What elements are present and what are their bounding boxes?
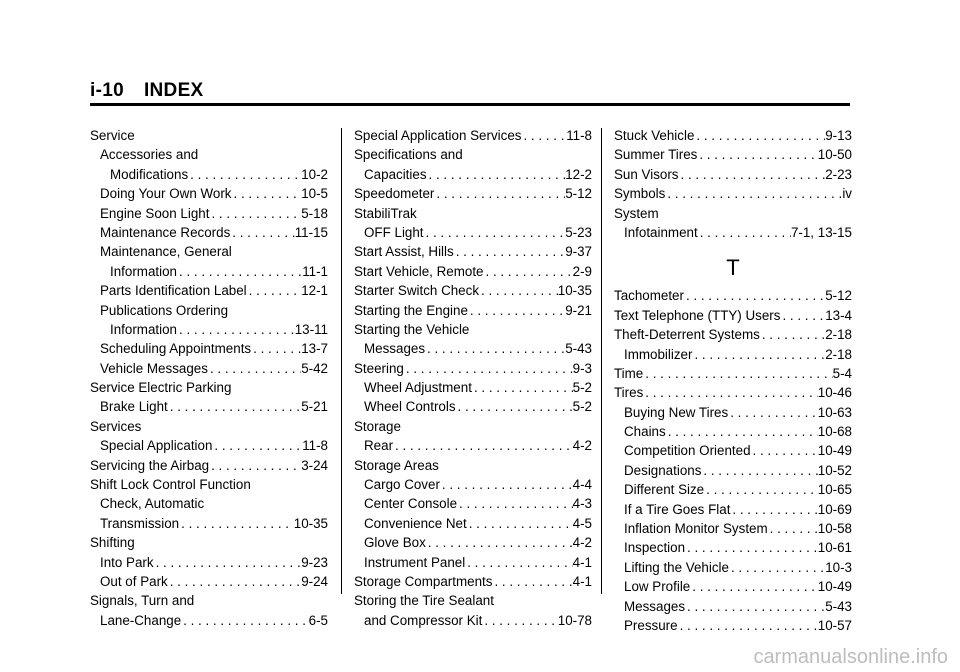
- index-entry: [354, 535, 592, 554]
- index-term: Stuck Vehicle: [614, 128, 695, 143]
- index-page-ref: 10-68: [817, 424, 852, 440]
- index-entry: [354, 303, 592, 322]
- index-term: Vehicle Messages: [100, 360, 208, 376]
- column-divider: [601, 128, 602, 594]
- index-entry: [90, 516, 328, 535]
- index-page-ref: 7-1, 13-15: [790, 224, 852, 240]
- index-entry: [354, 206, 592, 225]
- index-term: Chains: [624, 424, 666, 440]
- index-entry: [354, 244, 592, 263]
- index-entry: [90, 496, 328, 515]
- dot-leader: [694, 128, 825, 143]
- index-entry: [90, 186, 328, 205]
- index-term: Storage Areas: [354, 457, 439, 473]
- dot-leader: [685, 540, 818, 555]
- index-term: Glove Box: [364, 535, 426, 551]
- index-page-ref: 13-4: [825, 307, 852, 323]
- index-term: Wheel Controls: [364, 399, 456, 415]
- dot-leader: [168, 574, 301, 589]
- index-entry: [90, 458, 328, 477]
- index-term: Designations: [624, 462, 702, 478]
- index-term: Starting the Vehicle: [354, 321, 470, 337]
- index-page-ref: 10-63: [817, 404, 852, 420]
- index-column-2: [354, 128, 592, 632]
- index-term: Signals, Turn and: [90, 593, 195, 609]
- index-term: Service: [90, 128, 135, 143]
- index-entry: [90, 147, 328, 166]
- dot-leader: [456, 399, 573, 414]
- index-page-ref: 4-5: [572, 515, 592, 531]
- index-term: Immobilizer: [624, 346, 693, 362]
- dot-leader: [440, 477, 573, 492]
- index-entry: [90, 438, 328, 457]
- dot-leader: [643, 366, 832, 381]
- section-title: INDEX: [143, 80, 204, 101]
- index-term: Special Application: [100, 438, 213, 454]
- dot-leader: [247, 283, 302, 298]
- index-term: Messages: [364, 341, 426, 357]
- dot-leader: [177, 322, 295, 337]
- index-entry: [354, 380, 592, 399]
- index-term: Service Electric Parking: [90, 380, 232, 396]
- dot-leader: [479, 283, 558, 298]
- index-entry: [90, 283, 328, 302]
- index-term: Low Profile: [624, 579, 691, 595]
- index-term: Information: [110, 321, 177, 337]
- index-page-ref: 9-3: [572, 360, 592, 376]
- index-column-3: [614, 128, 852, 637]
- index-term: Different Size: [624, 482, 705, 498]
- dot-leader: [426, 535, 573, 550]
- dot-leader: [188, 167, 301, 182]
- index-page-ref: 5-12: [825, 288, 852, 304]
- index-entry: [90, 341, 328, 360]
- index-entry: [354, 147, 592, 166]
- index-page-ref: 5-2: [572, 399, 592, 415]
- index-term: Starter Switch Check: [354, 283, 480, 299]
- index-term: Information: [110, 263, 177, 279]
- dot-leader: [404, 361, 573, 376]
- index-page-ref: 9-24: [301, 573, 328, 589]
- index-page-ref: 10-61: [817, 540, 852, 556]
- index-page-ref: 4-2: [572, 438, 592, 454]
- index-page-ref: 11-8: [302, 438, 328, 454]
- dot-leader: [472, 380, 573, 395]
- dot-leader: [209, 458, 301, 473]
- index-entry: [614, 540, 852, 559]
- dot-leader: [728, 405, 818, 420]
- dot-leader: [730, 502, 817, 517]
- index-entry: [354, 496, 592, 515]
- dot-leader: [692, 347, 825, 362]
- index-term: Out of Park: [100, 573, 168, 589]
- index-page-ref: 13-11: [294, 321, 328, 337]
- index-entry: [90, 399, 328, 418]
- dot-leader: [454, 244, 565, 259]
- index-entry: [90, 167, 328, 186]
- dot-leader: [521, 128, 566, 143]
- index-page-ref: 9-37: [565, 244, 592, 260]
- index-entry: [354, 419, 592, 438]
- index-term: Services: [90, 418, 142, 434]
- column-divider: [341, 128, 342, 594]
- index-entry: [614, 385, 852, 404]
- index-page-ref: 2-18: [825, 346, 852, 362]
- index-term: Check, Automatic: [100, 496, 205, 512]
- index-page-ref: 13-7: [301, 341, 328, 357]
- index-entry: [90, 244, 328, 263]
- index-term: Storage: [354, 418, 401, 434]
- index-term: Brake Light: [100, 399, 168, 415]
- dot-leader: [780, 308, 825, 323]
- index-entry: [90, 574, 328, 593]
- index-entry: [90, 128, 328, 147]
- dot-leader: [684, 288, 825, 303]
- index-term: Pressure: [624, 617, 678, 633]
- index-entry: [614, 327, 852, 346]
- index-term: Symbols: [614, 186, 666, 202]
- dot-leader: [393, 438, 573, 453]
- dot-leader: [665, 186, 842, 201]
- index-term: Capacities: [364, 166, 427, 182]
- index-term: Maintenance, General: [100, 244, 232, 260]
- dot-leader: [482, 613, 557, 628]
- index-entry: [354, 283, 592, 302]
- index-term: Start Vehicle, Remote: [354, 263, 484, 279]
- index-page-ref: 10-35: [293, 515, 328, 531]
- index-term: Parts Identification Label: [100, 283, 247, 299]
- index-entry: [90, 477, 328, 496]
- index-entry: [354, 167, 592, 186]
- index-term: Buying New Tires: [624, 404, 729, 420]
- index-entry: [614, 424, 852, 443]
- dot-leader: [154, 555, 302, 570]
- index-term: Lane-Change: [100, 612, 182, 628]
- index-term: Theft-Deterrent Systems: [614, 327, 760, 343]
- index-term: Into Park: [100, 554, 154, 570]
- index-page-ref: 9-23: [301, 554, 328, 570]
- index-entry: [614, 206, 852, 225]
- index-page-ref: 10-65: [817, 482, 852, 498]
- index-page-ref: 10-57: [817, 617, 852, 633]
- index-entry: [614, 579, 852, 598]
- index-term: Summer Tires: [614, 147, 698, 163]
- index-term: Specifications and: [354, 147, 463, 163]
- index-term: Servicing the Airbag: [90, 457, 210, 473]
- dot-leader: [230, 225, 294, 240]
- index-term: Shift Lock Control Function: [90, 477, 251, 493]
- dot-leader: [457, 496, 573, 511]
- index-entry: [90, 206, 328, 225]
- index-term: Rear: [364, 438, 394, 454]
- dot-leader: [685, 599, 825, 614]
- index-entry: [614, 366, 852, 385]
- index-term: Steering: [354, 360, 404, 376]
- index-term: Accessories and: [100, 147, 199, 163]
- dot-leader: [251, 341, 301, 356]
- index-term: Competition Oriented: [624, 443, 751, 459]
- index-page-ref: 10-52: [817, 462, 852, 478]
- index-term: Instrument Panel: [364, 554, 466, 570]
- dot-leader: [729, 560, 825, 575]
- index-page-ref: 10-78: [557, 612, 592, 628]
- index-page-ref: 10-49: [817, 579, 852, 595]
- index-page-ref: iv: [842, 186, 852, 202]
- index-entry: [354, 613, 592, 632]
- index-page-ref: 4-1: [572, 554, 592, 570]
- dot-leader: [427, 167, 566, 182]
- dot-leader: [425, 341, 565, 356]
- dot-leader: [768, 521, 818, 536]
- index-page-ref: 10-46: [817, 385, 852, 401]
- dot-leader: [492, 574, 572, 589]
- index-entry: [614, 186, 852, 205]
- index-page-ref: 11-15: [294, 224, 328, 240]
- index-term: Lifting the Vehicle: [624, 559, 729, 575]
- index-entry: [614, 128, 852, 147]
- index-entry: [354, 225, 592, 244]
- index-entry: [614, 502, 852, 521]
- index-page-ref: 10-5: [301, 186, 328, 202]
- index-entry: [354, 574, 592, 593]
- dot-leader: [760, 327, 825, 342]
- dot-leader: [666, 424, 818, 439]
- index-page-ref: 5-42: [301, 360, 328, 376]
- index-term: Text Telephone (TTY) Users: [614, 307, 781, 323]
- index-term: Doing Your Own Work: [100, 186, 232, 202]
- index-page-ref: 5-23: [565, 224, 592, 240]
- index-entry: [90, 322, 328, 341]
- index-term: Storing the Tire Sealant: [354, 593, 494, 609]
- index-page-ref: 10-49: [817, 443, 852, 459]
- index-entry: [354, 516, 592, 535]
- dot-leader: [484, 264, 573, 279]
- index-term: Speedometer: [354, 186, 435, 202]
- index-page-ref: 10-69: [817, 501, 852, 517]
- index-term: Transmission: [100, 515, 180, 531]
- index-page-ref: 12-1: [301, 283, 328, 299]
- index-page-ref: 9-21: [565, 302, 592, 318]
- index-entry: [614, 405, 852, 424]
- index-term: Time: [614, 365, 644, 381]
- index-term: Sun Visors: [614, 166, 679, 182]
- index-entry: [614, 443, 852, 462]
- dot-leader: [678, 618, 818, 633]
- index-page-ref: 4-4: [572, 477, 592, 493]
- index-entry: [614, 225, 852, 244]
- index-entry: [354, 322, 592, 341]
- index-page-ref: 2-18: [825, 327, 852, 343]
- dot-leader: [434, 186, 565, 201]
- index-entry: [354, 399, 592, 418]
- index-term: OFF Light: [364, 224, 424, 240]
- dot-leader: [208, 361, 301, 376]
- dot-leader: [181, 613, 308, 628]
- index-term: Tires: [614, 385, 644, 401]
- index-column-1: [90, 128, 328, 632]
- index-term: Starting the Engine: [354, 302, 468, 318]
- index-entry: [90, 419, 328, 438]
- index-term: StabiliTrak: [354, 205, 417, 221]
- index-term: Messages: [624, 598, 686, 614]
- index-entry: [354, 593, 592, 612]
- index-page-ref: 5-4: [832, 365, 852, 381]
- index-page-ref: 3-24: [301, 457, 328, 473]
- dot-leader: [212, 438, 302, 453]
- watermark: carmanualsonline.info: [753, 646, 948, 668]
- index-page-ref: 5-12: [565, 186, 592, 202]
- dot-leader: [467, 516, 573, 531]
- index-entry: [354, 264, 592, 283]
- index-entry: [354, 458, 592, 477]
- index-page-ref: 5-43: [825, 598, 852, 614]
- dot-leader: [168, 399, 301, 414]
- index-entry: [614, 308, 852, 327]
- index-term: Special Application Services: [354, 128, 522, 143]
- index-entry: [614, 560, 852, 579]
- section-letter: T: [726, 255, 740, 281]
- index-entry: [614, 599, 852, 618]
- dot-leader: [690, 579, 818, 594]
- dot-leader: [468, 303, 565, 318]
- index-page-ref: 4-2: [572, 535, 592, 551]
- dot-leader: [424, 225, 566, 240]
- index-entry: [354, 477, 592, 496]
- dot-leader: [704, 482, 818, 497]
- index-entry: [90, 535, 328, 554]
- index-entry: [614, 288, 852, 307]
- index-page-ref: 5-2: [572, 380, 592, 396]
- index-entry: [90, 225, 328, 244]
- index-entry: [90, 593, 328, 612]
- dot-leader: [465, 555, 572, 570]
- index-entry: [614, 347, 852, 366]
- index-term: Cargo Cover: [364, 477, 440, 493]
- index-page-ref: 4-1: [572, 573, 592, 589]
- dot-leader: [697, 147, 817, 162]
- index-term: Publications Ordering: [100, 302, 229, 318]
- index-page-ref: 9-13: [825, 128, 852, 143]
- index-term: Infotainment: [624, 224, 698, 240]
- index-term: System: [614, 205, 659, 221]
- index-page-ref: 12-2: [565, 166, 592, 182]
- index-term: Shifting: [90, 535, 135, 551]
- index-term: Inflation Monitor System: [624, 521, 768, 537]
- index-page-ref: 4-3: [572, 496, 592, 512]
- index-term: Convenience Net: [364, 515, 467, 531]
- index-entry: [354, 555, 592, 574]
- index-page-ref: 10-58: [817, 521, 852, 537]
- index-entry: [614, 463, 852, 482]
- index-page-ref: 5-18: [301, 205, 328, 221]
- index-page-ref: 6-5: [308, 612, 328, 628]
- index-page-ref: 2-23: [825, 166, 852, 182]
- index-term: Modifications: [110, 166, 189, 182]
- index-page-ref: 5-21: [301, 399, 328, 415]
- index-page-ref: 2-9: [572, 263, 592, 279]
- page-header-title: [90, 80, 204, 101]
- page-number: i-10: [90, 80, 124, 101]
- index-page-ref: 10-3: [825, 559, 852, 575]
- dot-leader: [701, 463, 817, 478]
- index-term: and Compressor Kit: [364, 612, 483, 628]
- dot-leader: [179, 516, 294, 531]
- index-term: Tachometer: [614, 288, 684, 304]
- index-entry: [354, 186, 592, 205]
- index-page-ref: 11-1: [302, 263, 328, 279]
- index-entry: [614, 521, 852, 540]
- index-entry: [354, 438, 592, 457]
- index-page-ref: 10-35: [557, 283, 592, 299]
- index-page-ref: 10-50: [817, 147, 852, 163]
- index-term: Maintenance Records: [100, 224, 231, 240]
- index-entry: [90, 613, 328, 632]
- dot-leader: [209, 206, 301, 221]
- index-term: If a Tire Goes Flat: [624, 501, 731, 517]
- index-term: Inspection: [624, 540, 686, 556]
- dot-leader: [177, 264, 302, 279]
- index-term: Scheduling Appointments: [100, 341, 252, 357]
- index-entry: [614, 147, 852, 166]
- index-entry: [90, 264, 328, 283]
- index-entry: [614, 482, 852, 501]
- index-entry: [614, 618, 852, 637]
- dot-leader: [698, 225, 791, 240]
- header-rule: [90, 103, 850, 106]
- index-entry: [90, 555, 328, 574]
- index-entry: [354, 361, 592, 380]
- index-term: Wheel Adjustment: [364, 380, 472, 396]
- index-page-ref: 5-43: [565, 341, 592, 357]
- index-page-ref: 10-2: [301, 166, 328, 182]
- index-entry: [354, 128, 592, 147]
- page-header: [90, 80, 850, 102]
- index-entry: [90, 361, 328, 380]
- index-entry: [90, 303, 328, 322]
- index-entry: [614, 167, 852, 186]
- index-entry: [90, 380, 328, 399]
- dot-leader: [232, 186, 302, 201]
- index-entry: [354, 341, 592, 360]
- index-term: Engine Soon Light: [100, 205, 210, 221]
- dot-leader: [751, 443, 818, 458]
- index-page-ref: 11-8: [566, 128, 592, 143]
- dot-leader: [643, 385, 817, 400]
- dot-leader: [679, 167, 826, 182]
- index-term: Storage Compartments: [354, 573, 493, 589]
- index-term: Center Console: [364, 496, 458, 512]
- index-term: Start Assist, Hills: [354, 244, 454, 260]
